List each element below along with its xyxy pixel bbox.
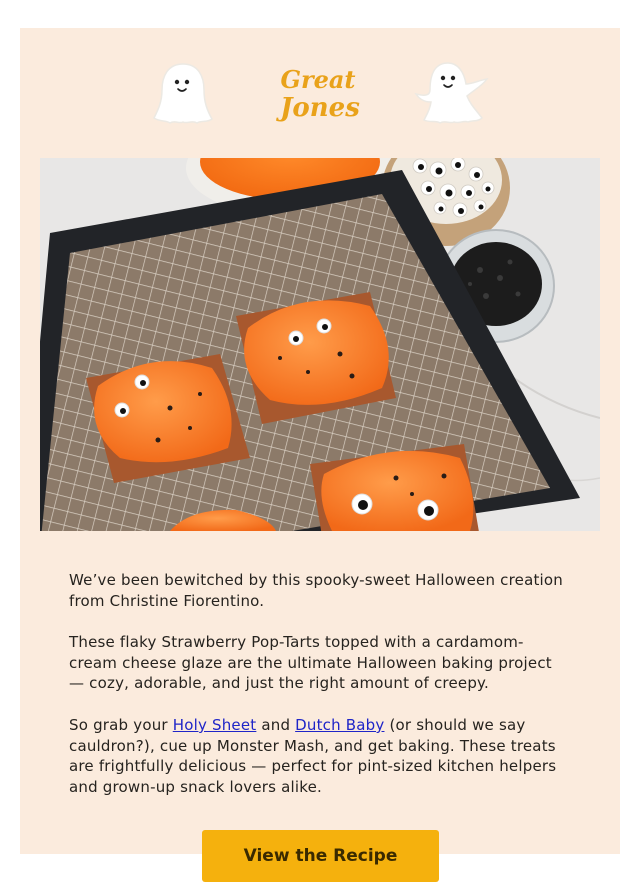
dutch-baby-link[interactable]: Dutch Baby — [295, 715, 385, 734]
paragraph-description: These flaky Strawberry Pop-Tarts topped with a cardamom-cream cheese glaze are the ultimate Halloween baking project — cozy, adorable, and just the right amount of creepy. — [69, 633, 552, 693]
email-header — [20, 28, 620, 158]
logo-line2: Jones — [280, 93, 360, 123]
ghost-icon — [152, 62, 214, 126]
paragraph-intro: We’ve been bewitched by this spooky-sweet Halloween creation from Christine Fiorentino. — [69, 571, 563, 610]
view-recipe-button[interactable]: View the Recipe — [202, 830, 439, 882]
email-card — [20, 28, 620, 866]
paragraph-text: (or should we say cauldron?), cue up Monster Mash, and get baking. These treats are frightfully delicious — perfect for pint-sized kitchen helpers and grown-up snack lovers alike. — [69, 715, 557, 796]
holy-sheet-link[interactable]: Holy Sheet — [172, 715, 257, 734]
paragraph-text: and — [256, 715, 296, 734]
paragraph-cta — [69, 715, 569, 797]
paragraph-text: So grab your — [69, 715, 173, 734]
pop-tarts-photo — [40, 158, 600, 531]
great-jones-logo[interactable] — [268, 64, 372, 124]
email-body — [69, 570, 569, 818]
hero-image[interactable] — [40, 158, 600, 531]
logo-line1: Great — [280, 65, 356, 94]
ghost-icon — [412, 60, 490, 126]
